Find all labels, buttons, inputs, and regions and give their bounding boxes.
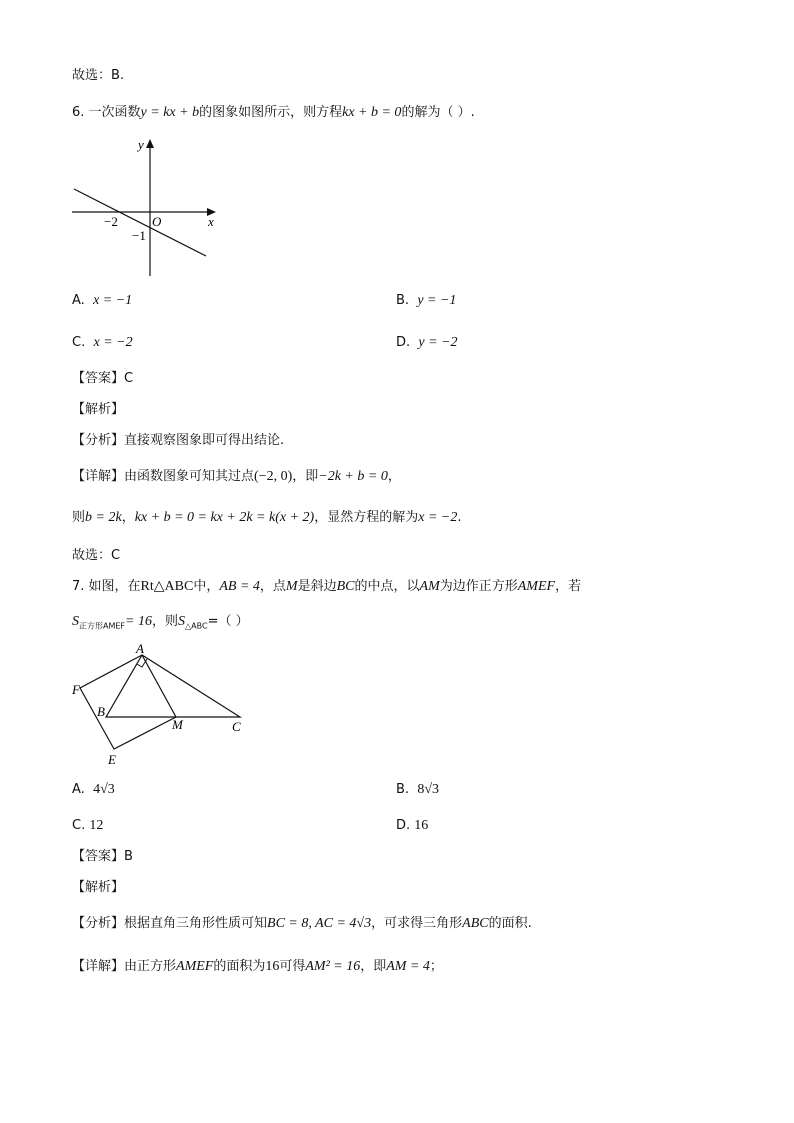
analysis-summary-q7: 【分析】根据直角三角形性质可知BC = 8, AC = 4√3，可求得三角形ABC的面积. <box>72 916 532 931</box>
detailed-solution-q6-line1: 【详解】由函数图象可知其过点(−2, 0)，即−2k + b = 0， <box>72 469 401 484</box>
label-c: C <box>232 719 241 734</box>
q7-option-c[interactable]: C. 12 <box>72 818 104 833</box>
square-amef <box>80 655 176 749</box>
q6-option-c[interactable]: C. x = −2 <box>72 335 133 350</box>
analysis-heading-q6: 【解析】 <box>72 402 125 417</box>
function-line <box>74 189 206 256</box>
triangle-square-figure <box>68 642 258 770</box>
label-f: F <box>72 682 80 697</box>
question-7-stem-line1: 7. 如图，在Rt△ABC中，AB = 4，点M是斜边BC的中点，以AM为边作正方形AMEF，若 <box>72 579 582 594</box>
q7-option-a[interactable]: A. 4√3 <box>72 782 115 797</box>
linear-function-graph <box>66 136 226 282</box>
question-6-stem: 6. 一次函数y = kx + b的图象如图所示，则方程kx + b = 0的解为（ ）. <box>72 105 475 120</box>
detailed-solution-q7-line1: 【详解】由正方形AMEF的面积为16可得AM² = 16，即AM = 4； <box>72 959 443 974</box>
x-intercept-label: −2 <box>104 214 118 229</box>
answer-q7: 【答案】B <box>72 849 133 864</box>
origin-label: O <box>152 214 162 229</box>
q7-option-b[interactable]: B. 8√3 <box>396 782 440 797</box>
q6-option-d[interactable]: D. y = −2 <box>396 335 458 350</box>
x-axis-label: x <box>208 214 214 229</box>
y-axis-arrow <box>146 139 154 148</box>
analysis-summary-q6: 【分析】直接观察图象即可得出结论. <box>72 433 285 448</box>
detailed-solution-q6-line2: 则b = 2k，kx + b = 0 = kx + 2k = k(x + 2)，显然方程的解为x = −2. <box>72 510 462 525</box>
q6-option-a[interactable]: A. x = −1 <box>72 293 133 308</box>
label-b: B <box>97 704 105 719</box>
q7-option-d[interactable]: D. 16 <box>396 818 429 833</box>
choice-q6: 故选：C <box>72 548 121 563</box>
triangle-abc <box>106 655 240 717</box>
question-7-stem-line2: $S_{正方形AMEF}= 16$，则$S_{\triangle ABC}=$（ ） <box>72 614 249 631</box>
label-m: M <box>172 717 183 732</box>
label-a: A <box>136 642 144 656</box>
y-axis-label: y <box>138 137 144 152</box>
y-intercept-label: −1 <box>132 228 146 243</box>
line-previous-answer: 故选：B. <box>72 68 125 83</box>
analysis-heading-q7: 【解析】 <box>72 880 125 895</box>
q6-option-b[interactable]: B. y = −1 <box>396 293 457 308</box>
answer-q6: 【答案】C <box>72 371 134 386</box>
label-e: E <box>108 752 116 767</box>
